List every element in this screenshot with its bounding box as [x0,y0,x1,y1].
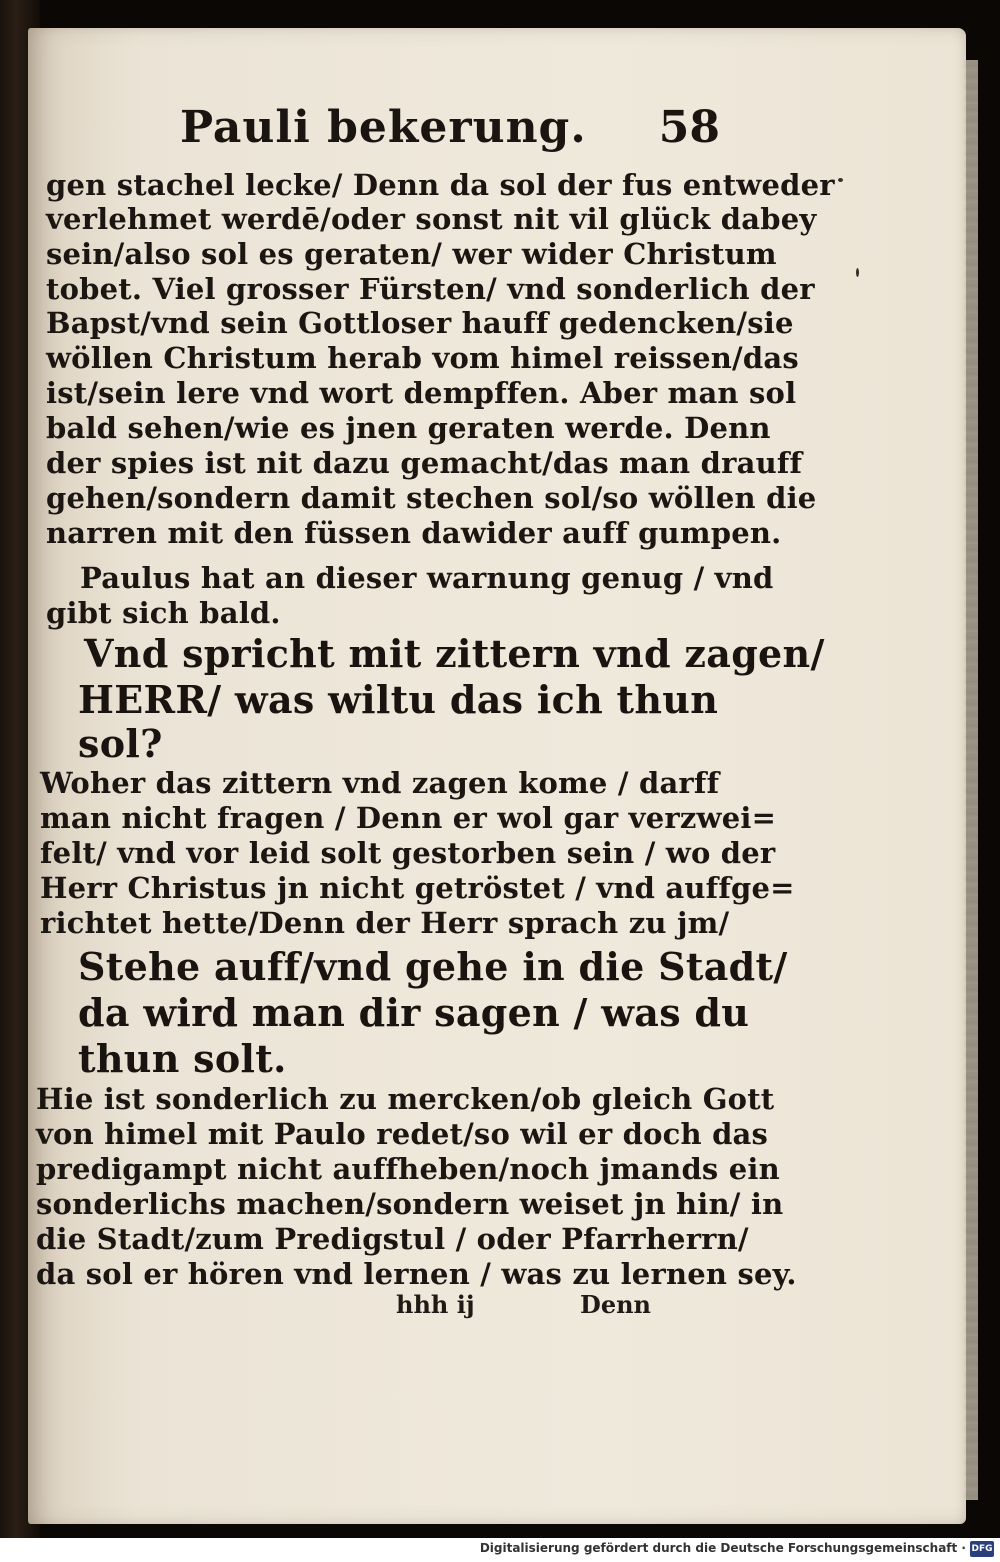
text-line: da sol er hören vnd lernen / was zu lernen sey. [36,1257,797,1291]
scripture-quote-line: thun solt. [78,1036,287,1081]
running-head-title: Pauli bekerung. [180,102,587,153]
text-line: sonderlichs machen/sondern weiset jn hin/ in [36,1187,784,1221]
paper-speck [838,178,843,182]
text-line: von himel mit Paulo redet/so wil er doch das [36,1117,769,1151]
text-line: narren mit den füssen dawider auff gumpen. [46,516,782,550]
text-line: der spies ist nit dazu gemacht/das man drauff [46,446,803,480]
text-line: felt/ vnd vor leid solt gestorben sein / wo der [40,836,776,870]
text-line: tobet. Viel grosser Fürsten/ vnd sonderlich der [46,272,815,306]
text-line: bald sehen/wie es jnen geraten werde. Denn [46,411,771,445]
text-line: die Stadt/zum Predigstul / oder Pfarrherrn/ [36,1222,749,1256]
text-line: Woher das zittern vnd zagen kome / darff [40,766,720,800]
text-line: wöllen Christum herab vom himel reissen/das [46,341,799,375]
text-line: richtet hette/Denn der Herr sprach zu jm/ [40,906,730,940]
page-edge [964,60,978,1500]
text-line: predigampt nicht auffheben/noch jmands ein [36,1152,780,1186]
running-head [180,102,720,162]
text-line: gibt sich bald. [46,596,281,630]
dfg-logo-icon: DFG [970,1541,994,1557]
text-line: ist/sein lere vnd wort dempffen. Aber man sol [46,376,797,410]
text-line: Paulus hat an dieser warnung genug / vnd [80,561,774,595]
text-line: gehen/sondern damit stechen sol/so wöllen die [46,481,817,515]
scripture-quote-line: Vnd spricht mit zittern vnd zagen/ [84,631,825,676]
scripture-quote-line: HERR/ was wiltu das ich thun [78,677,719,722]
text-line: Herr Christus jn nicht getröstet / vnd auffge= [40,871,795,905]
text-line: Bapst/vnd sein Gottloser hauff gedencken/sie [46,306,794,340]
text-line: gen stachel lecke/ Denn da sol der fus entweder [46,168,835,202]
text-line: Hie ist sonderlich zu mercken/ob gleich Gott [36,1082,775,1116]
scripture-quote-line: Stehe auff/vnd gehe in die Stadt/ [78,944,788,989]
text-line: verlehmet werdē/oder sonst nit vil glück dabey [46,202,817,236]
funding-credit: Digitalisierung gefördert durch die Deutsche Forschungsgemeinschaft · [479,1541,966,1555]
page-number: 58 [658,102,720,153]
signature-mark: hhh ij [396,1290,475,1319]
catchword: Denn [580,1290,651,1319]
paper-speck [856,268,859,277]
text-line: sein/also sol es geraten/ wer wider Christum [46,237,777,271]
scripture-quote-line: sol? [78,721,163,766]
text-line: man nicht fragen / Denn er wol gar verzwei= [40,801,777,835]
scripture-quote-line: da wird man dir sagen / was du [78,990,750,1035]
